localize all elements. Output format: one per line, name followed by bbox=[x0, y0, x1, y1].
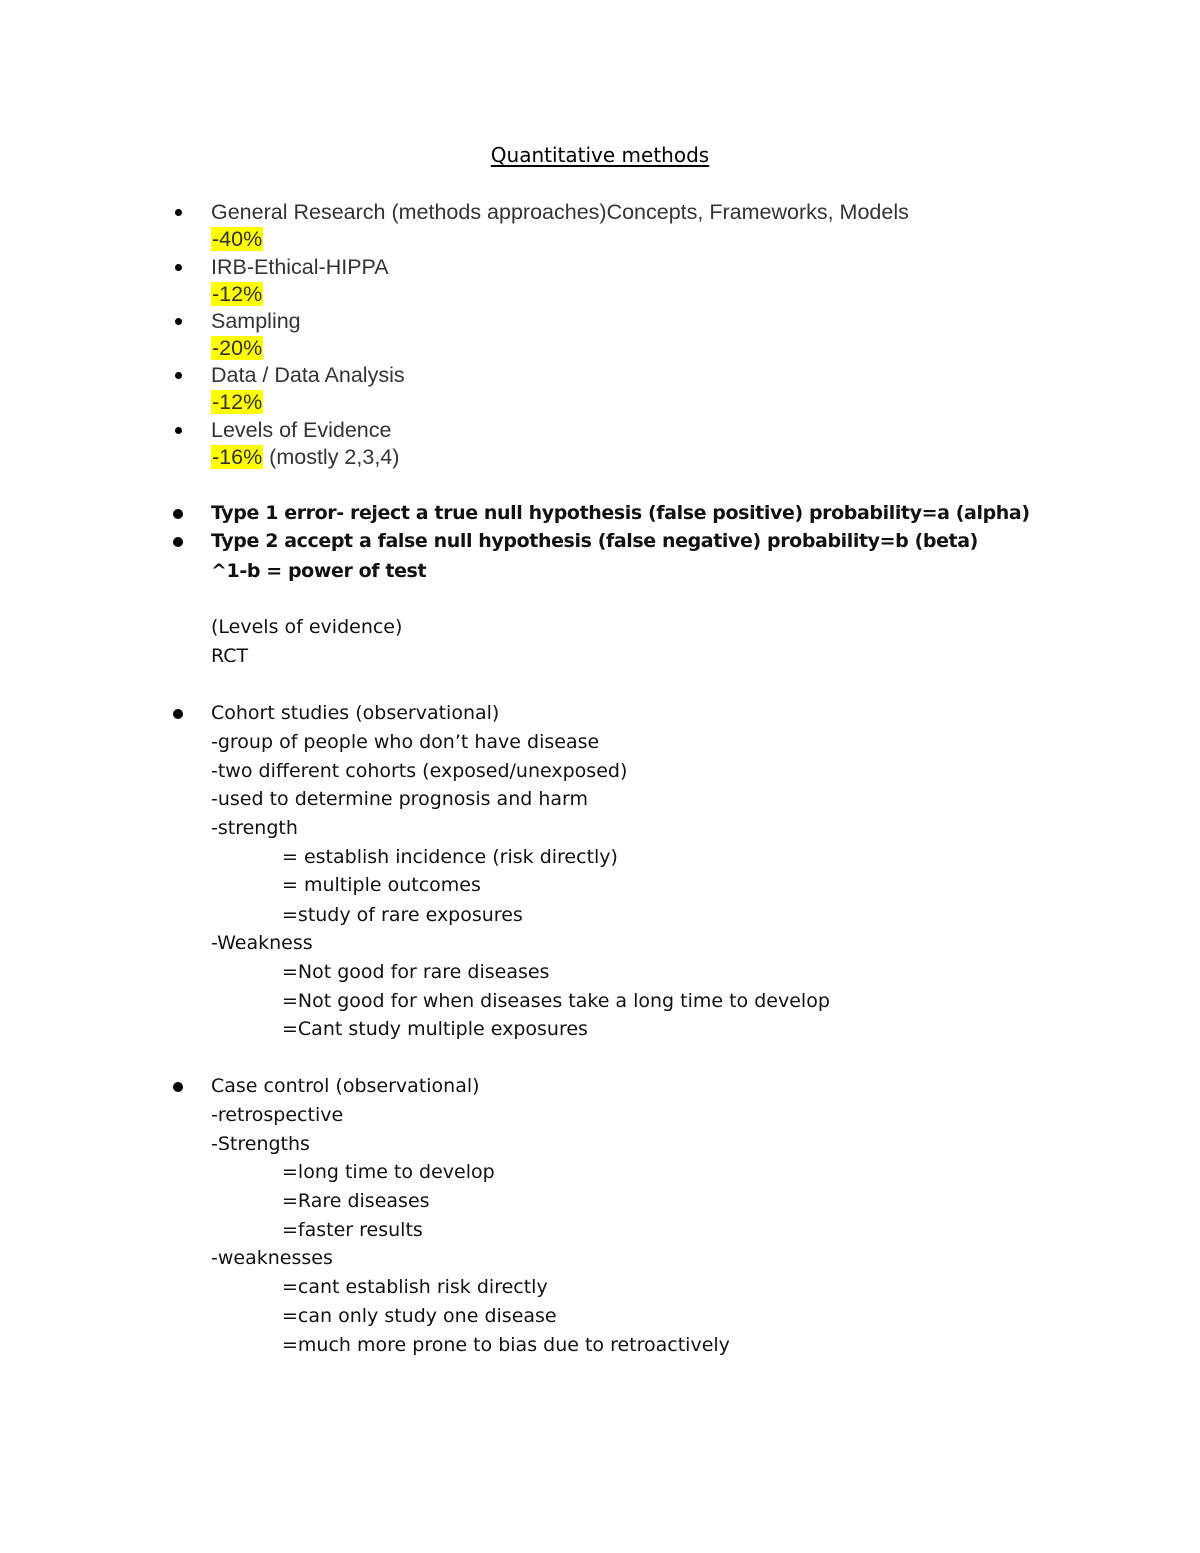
case-control-weakness-heading: -weaknesses bbox=[211, 1247, 333, 1269]
cohort-line: -two different cohorts (exposed/unexposed) bbox=[211, 760, 628, 782]
bullet-icon bbox=[173, 509, 183, 519]
highlighted-percent: -40% bbox=[212, 227, 263, 251]
case-control-weakness: =cant establish risk directly bbox=[282, 1276, 548, 1298]
topic-label: Levels of Evidence bbox=[211, 418, 392, 442]
cohort-line: -group of people who don’t have disease bbox=[211, 731, 600, 753]
case-control-strength: =long time to develop bbox=[282, 1161, 495, 1183]
case-control-weakness: =can only study one disease bbox=[282, 1305, 557, 1327]
topic-label: Data / Data Analysis bbox=[211, 363, 405, 387]
bullet-icon bbox=[175, 264, 182, 271]
topic-percent bbox=[211, 390, 263, 415]
case-control-strength: =Rare diseases bbox=[282, 1190, 430, 1212]
type1-error: Type 1 error- reject a true null hypothesis (false positive) probability=a (alpha) bbox=[211, 502, 1030, 524]
topic-note: (mostly 2,3,4) bbox=[263, 445, 400, 469]
cohort-weakness: =Not good for when diseases take a long time to develop bbox=[282, 990, 830, 1012]
cohort-heading: Cohort studies (observational) bbox=[211, 702, 500, 724]
cohort-strength: =study of rare exposures bbox=[282, 904, 523, 926]
topic-percent bbox=[211, 336, 263, 361]
levels-heading: (Levels of evidence) bbox=[211, 616, 403, 638]
highlighted-percent: -16% bbox=[212, 445, 263, 469]
topic-label: General Research (methods approaches)Concepts, Frameworks, Models bbox=[211, 200, 909, 224]
topic-percent bbox=[211, 227, 263, 252]
bullet-icon bbox=[173, 1082, 183, 1092]
cohort-strength: = multiple outcomes bbox=[282, 874, 481, 896]
cohort-weakness: =Cant study multiple exposures bbox=[282, 1018, 588, 1040]
case-control-strengths-heading: -Strengths bbox=[211, 1133, 310, 1155]
case-control-weakness: =much more prone to bias due to retroactively bbox=[282, 1334, 730, 1356]
cohort-strength: = establish incidence (risk directly) bbox=[282, 846, 618, 868]
bullet-icon bbox=[175, 209, 182, 216]
case-control-retro: -retrospective bbox=[211, 1104, 344, 1126]
bullet-icon bbox=[175, 372, 182, 379]
bullet-icon bbox=[175, 427, 182, 434]
bullet-icon bbox=[175, 318, 182, 325]
page-title: Quantitative methods bbox=[490, 143, 710, 167]
cohort-line: -used to determine prognosis and harm bbox=[211, 788, 589, 810]
topic-label: Sampling bbox=[211, 309, 301, 333]
cohort-weakness-heading: -Weakness bbox=[211, 932, 313, 954]
cohort-weakness: =Not good for rare diseases bbox=[282, 961, 550, 983]
topic-percent bbox=[211, 282, 263, 307]
bullet-icon bbox=[173, 537, 183, 547]
highlighted-percent: -20% bbox=[212, 336, 263, 360]
topic-percent bbox=[211, 445, 399, 470]
type2-error: Type 2 accept a false null hypothesis (false negative) probability=b (beta) bbox=[211, 530, 978, 552]
rct-label: RCT bbox=[211, 645, 249, 667]
cohort-line: -strength bbox=[211, 817, 298, 839]
highlighted-percent: -12% bbox=[212, 390, 263, 414]
highlighted-percent: -12% bbox=[212, 282, 263, 306]
power-of-test: ^1-b = power of test bbox=[211, 560, 427, 582]
case-control-heading: Case control (observational) bbox=[211, 1075, 480, 1097]
case-control-strength: =faster results bbox=[282, 1219, 423, 1241]
bullet-icon bbox=[173, 709, 183, 719]
topic-label: IRB-Ethical-HIPPA bbox=[211, 255, 389, 279]
